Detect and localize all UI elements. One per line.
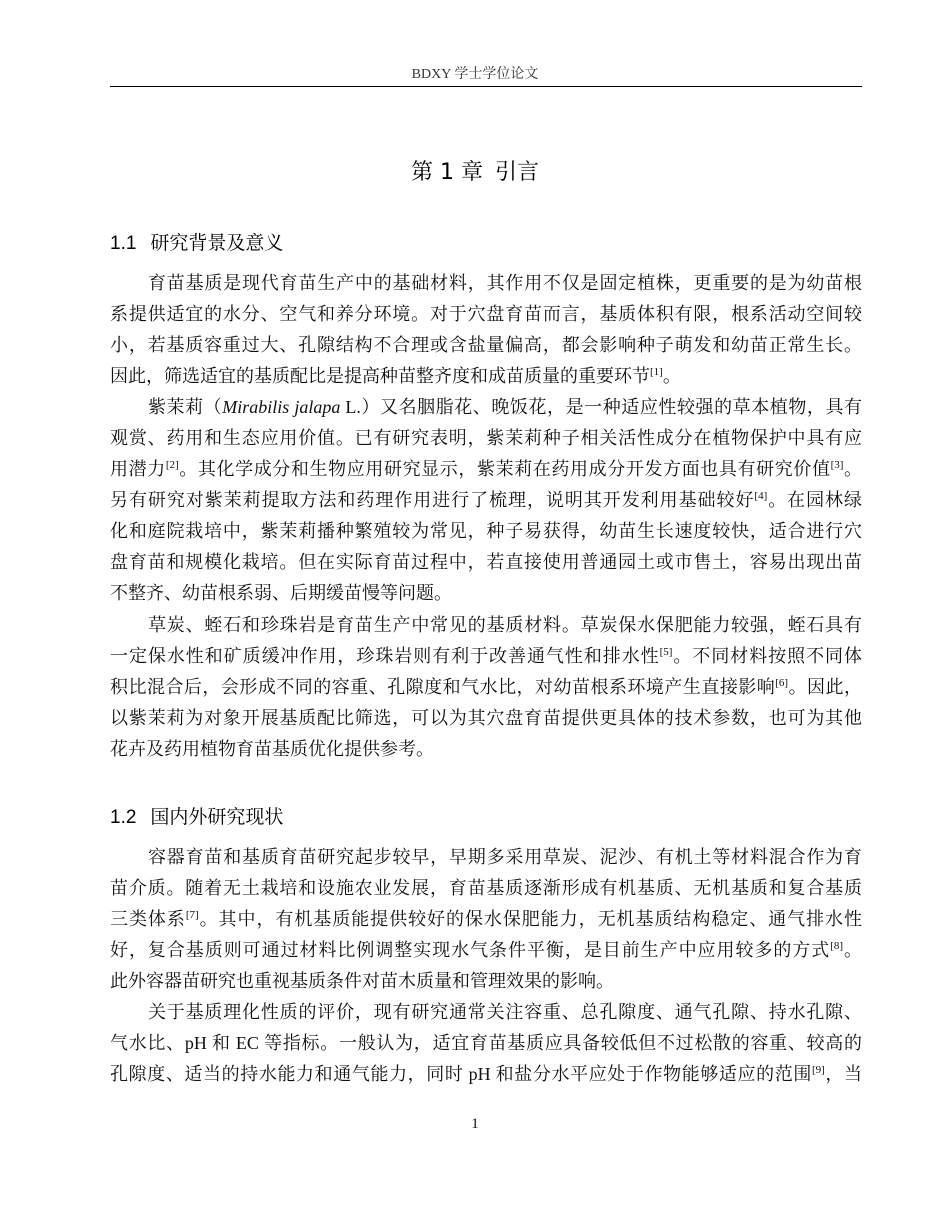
citation-superscript: [8] (830, 939, 844, 952)
text-segment: 。其中，有机基质能提供较好的保水保肥能力，无机基质结构稳定、通气排水性 (198, 908, 862, 929)
paragraph (110, 268, 862, 392)
text-segment: 孔隙度、适当的持水能力和通气能力，同时 pH 和盐分水平应处于作物能够适应的范围 (110, 1064, 812, 1085)
text-segment: 盘育苗和规模化栽培。但在实际育苗过程中，若直接使用普通园土或市售土，容易出现出苗 (110, 552, 862, 573)
citation-superscript: [7] (185, 908, 199, 921)
section-number: 1.1 (110, 233, 137, 254)
paragraph-line (110, 904, 862, 935)
paragraph-line (110, 1028, 862, 1059)
section-title: 研究背景及意义 (150, 232, 284, 254)
text-segment: 此外容器苗研究也重视基质条件对苗木质量和管理效果的影响。 (110, 970, 614, 991)
citation-superscript: [6] (775, 676, 789, 689)
citation-superscript: [5] (659, 645, 673, 658)
text-segment: 育苗基质是现代育苗生产中的基础材料，其作用不仅是固定植株，更重要的是为幼苗根 (148, 272, 862, 293)
page-number: 1 (471, 1116, 479, 1132)
paragraph-line (110, 935, 862, 966)
italic-species-name: Mirabilis jalapa (222, 396, 341, 417)
paragraph-line (110, 392, 862, 423)
text-segment: 用潜力 (110, 459, 166, 480)
text-segment: 观赏、药用和生态应用价值。已有研究表明，紫茉莉种子相关活性成分在植物保护中具有应 (110, 427, 862, 448)
text-segment: ，当 (824, 1064, 862, 1085)
text-segment: 化和庭院栽培中，紫茉莉播种繁殖较为常见，种子易获得，幼苗生长速度较快，适合进行穴 (110, 521, 862, 542)
text-segment: 。 (662, 365, 681, 386)
paragraph-line (110, 299, 862, 330)
paragraph-line (110, 268, 862, 299)
text-segment: 三类体系 (110, 908, 186, 929)
chapter-number: 第 1 章 (411, 160, 483, 185)
paragraph-line (110, 842, 862, 873)
paragraph-line (110, 873, 862, 904)
text-segment: 另有研究对紫茉莉提取方法和药理作用进行了梳理，说明其开发利用基础较好 (110, 490, 755, 511)
paragraph-line (110, 734, 862, 765)
paragraph-line (110, 703, 862, 734)
paragraph-line (110, 485, 862, 516)
paragraph-line (110, 454, 862, 485)
section-heading (110, 805, 862, 829)
chapter-title (0, 158, 950, 188)
text-segment: 因此，筛选适宜的基质配比是提高种苗整齐度和成苗质量的重要环节 (110, 365, 650, 386)
header-divider (110, 86, 862, 87)
text-segment: 紫茉莉（ (148, 396, 223, 417)
text-segment: 容器育苗和基质育苗研究起步较早，早期多采用草炭、泥沙、有机土等材料混合作为育 (148, 846, 862, 867)
citation-superscript: [1] (650, 365, 663, 378)
paragraph (110, 610, 862, 765)
body-content (110, 231, 862, 1090)
paragraph-line (110, 672, 862, 703)
text-segment: 。在园林绿 (767, 490, 862, 511)
paragraph-line (110, 423, 862, 454)
paragraph-line (110, 330, 862, 361)
section-number: 1.2 (110, 807, 137, 828)
paragraph (110, 997, 862, 1090)
paragraph-line (110, 361, 862, 392)
section-heading (110, 231, 862, 255)
citation-superscript: [4] (754, 490, 768, 503)
citation-superscript: [2] (165, 459, 179, 472)
paragraph (110, 392, 862, 610)
text-segment: 好，复合基质则可通过材料比例调整实现水气条件平衡，是目前生产中应用较多的方式 (110, 939, 831, 960)
text-segment: 苗介质。随着无土栽培和设施农业发展，育苗基质逐渐形成有机基质、无机基质和复合基质 (110, 877, 862, 898)
paragraph-line (110, 966, 862, 997)
paragraph-line (110, 516, 862, 547)
section (110, 231, 862, 765)
text-segment: 系提供适宜的水分、空气和养分环境。对于穴盘育苗而言，基质体积有限，根系活动空间较 (110, 303, 862, 324)
section-title: 国内外研究现状 (150, 806, 284, 828)
citation-superscript: [9] (811, 1064, 825, 1077)
text-segment: 。不同材料按照不同体 (672, 645, 862, 666)
paragraph-line (110, 547, 862, 578)
paragraph-line (110, 1059, 862, 1090)
paragraph-line (110, 578, 862, 609)
paragraph-line (110, 610, 862, 641)
text-segment: 气水比、pH 和 EC 等指标。一般认为，适宜育苗基质应具备较低但不过松散的容重、较高的 (110, 1033, 862, 1054)
text-segment: 小，若基质容重过大、孔隙结构不合理或含盐量偏高，都会影响种子萌发和幼苗正常生长。 (110, 334, 862, 355)
chapter-name: 引言 (494, 160, 539, 185)
citation-superscript: [3] (830, 459, 844, 472)
text-segment: 。因此， (788, 676, 862, 697)
paragraph (110, 842, 862, 997)
text-segment: 。 (843, 459, 862, 480)
text-segment: 关于基质理化性质的评价，现有研究通常关注容重、总孔隙度、通气孔隙、持水孔隙、 (148, 1001, 862, 1022)
paragraph-line (110, 641, 862, 672)
text-segment: 。其化学成分和生物应用研究显示，紫茉莉在药用成分开发方面也具有研究价值 (178, 459, 831, 480)
text-segment: 一定保水性和矿质缓冲作用，珍珠岩则有利于改善通气性和排水性 (110, 645, 660, 666)
paragraph-line (110, 997, 862, 1028)
text-segment: L.）又名胭脂花、晚饭花，是一种适应性较强的草本植物，具有 (340, 396, 862, 417)
section (110, 805, 862, 1090)
text-segment: 积比混合后，会形成不同的容重、孔隙度和气水比，对幼苗根系环境产生直接影响 (110, 676, 776, 697)
text-segment: 以紫茉莉为对象开展基质配比筛选，可以为其穴盘育苗提供更具体的技术参数，也可为其他 (110, 707, 862, 728)
text-segment: 花卉及药用植物育苗基质优化提供参考。 (110, 738, 434, 759)
text-segment: 草炭、蛭石和珍珠岩是育苗生产中常见的基质材料。草炭保水保肥能力较强，蛭石具有 (148, 614, 862, 635)
text-segment: 。 (843, 939, 862, 960)
running-header: BDXY 学士学位论文 (411, 67, 539, 82)
text-segment: 不整齐、幼苗根系弱、后期缓苗慢等问题。 (110, 583, 452, 604)
